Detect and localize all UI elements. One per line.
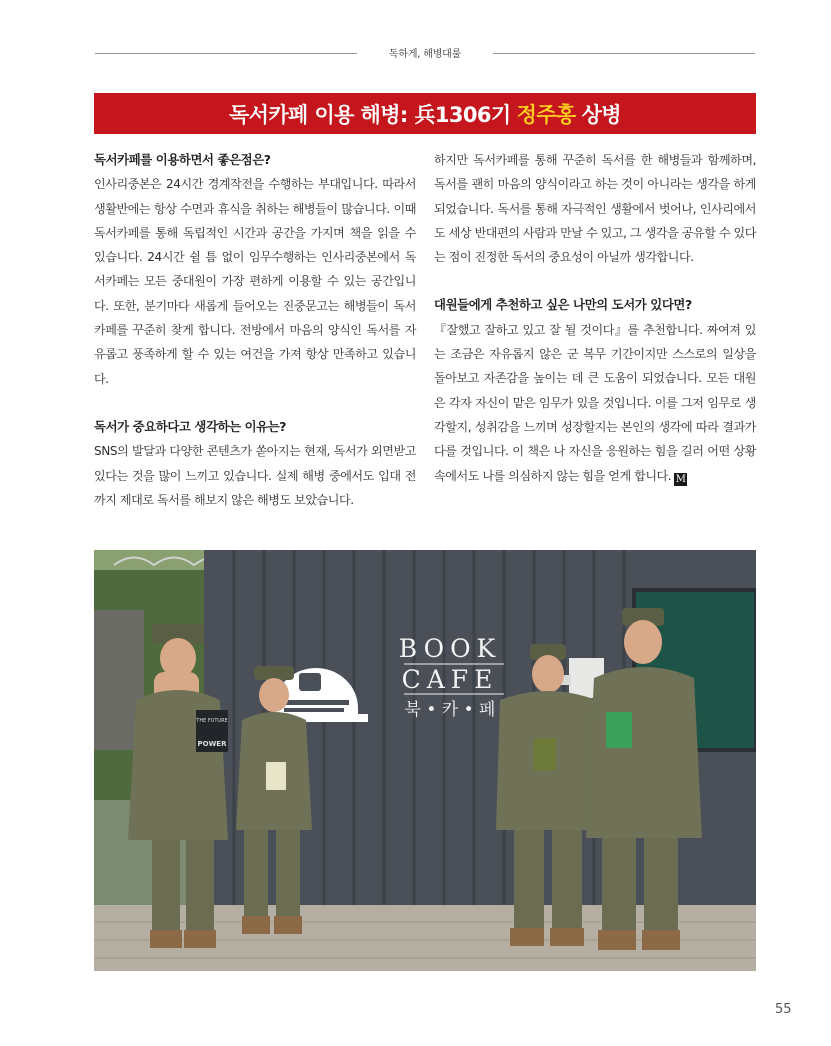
section-label: 독하게, 해병대룰 [388, 49, 462, 60]
answer-paragraph [434, 318, 756, 488]
title-name: 정주홍 [516, 102, 576, 127]
book-title-text: THE FUTURE [196, 718, 228, 724]
continued-paragraph: 하지만 독서카페를 통해 꾸준히 독서를 한 해병들과 함께하며, 독서를 괜히 마음의 양식이라고 하는 것이 아니라는 생각을 하게 되었습니다. 독서를 통해 자극적인 생활에서 벗어나, 인사리에서도 세상 반대편의 사람과 만날 수 있고, 그 생각을 공유할 수 있다는 점이 진정한 독서의 중요성이 아닐까 생각합니다. [434, 153, 756, 265]
left-column [94, 148, 416, 512]
question-heading: 독서가 중요하다고 생각하는 이유는? [94, 418, 287, 434]
sign-book-text: BOOK [398, 634, 502, 663]
header-rule-right [493, 53, 755, 54]
question-heading: 독서카페를 이용하면서 좋은점은? [94, 152, 271, 167]
end-mark-icon: M [675, 473, 686, 485]
title-prefix: 독서카페 이용 해병: 兵1306기 [229, 102, 511, 127]
book-cafe-photo [94, 550, 756, 971]
header-rule-left [95, 53, 357, 54]
page-number: 55 [775, 1002, 792, 1017]
title-suffix: 상병 [581, 102, 621, 127]
question-heading: 대원들에게 추천하고 싶은 나만의 도서가 있다면? [434, 297, 692, 313]
answer-paragraph: 인사리중본은 24시간 경계작전을 수행하는 부대입니다. 따라서 생활반에는 항상 수면과 휴식을 취하는 해병들이 많습니다. 이때 독서카페를 통해 독립적인 시간과 공간을 가지며 책을 읽을 수 있습니다. 24시간 쉴 틈 없이 임무수행하는 인사리중본에서 독서카페는 모든 중대원이 가장 편하게 이용할 수 있는 공간입니다. 또한, 분기마다 새롭게 들어오는 진중문고는 해병들이 독서카페를 꾸준히 찾게 합니다. 전방에서 마음의 양식인 독서를 자유롭고 풍족하게 할 수 있는 여건을 가져 항상 만족하고 있습니다. [94, 177, 416, 386]
sign-cafe-text: CAFE [401, 665, 499, 694]
sign-korean-text: 북 • 카 • 페 [404, 700, 496, 720]
book-word-text: POWER [197, 740, 227, 748]
right-column [434, 148, 756, 488]
answer-text: 『잘했고 잘하고 있고 잘 될 것이다』를 추천합니다. 짜여져 있는 조금은 자유롭지 않은 군 복무 기간이지만 스스로의 일상을 돌아보고 자존감을 높이는 데 큰 도움이 되었습니다. 모든 대원은 각자 자신이 맡은 임무가 있을 것입니다. 이를 그저 임무로 생각할지, 성취감을 느끼며 성장할지는 본인의 생각에 따라 결과가 다를 것입니다. 이 책은 나 자신을 응원하는 힘을 길러 어떤 상황 속에서도 나를 의심하지 않는 힘을 얻게 합니다. [434, 322, 756, 483]
article-title-bar [94, 93, 756, 134]
answer-paragraph: SNS의 발달과 다양한 콘텐츠가 쏟아지는 현재, 독서가 외면받고 있다는 것을 많이 느끼고 있습니다. 실제 해병 중에서도 입대 전까지 제대로 독서를 해보지 않은 해병도 보았습니다. [94, 444, 416, 507]
